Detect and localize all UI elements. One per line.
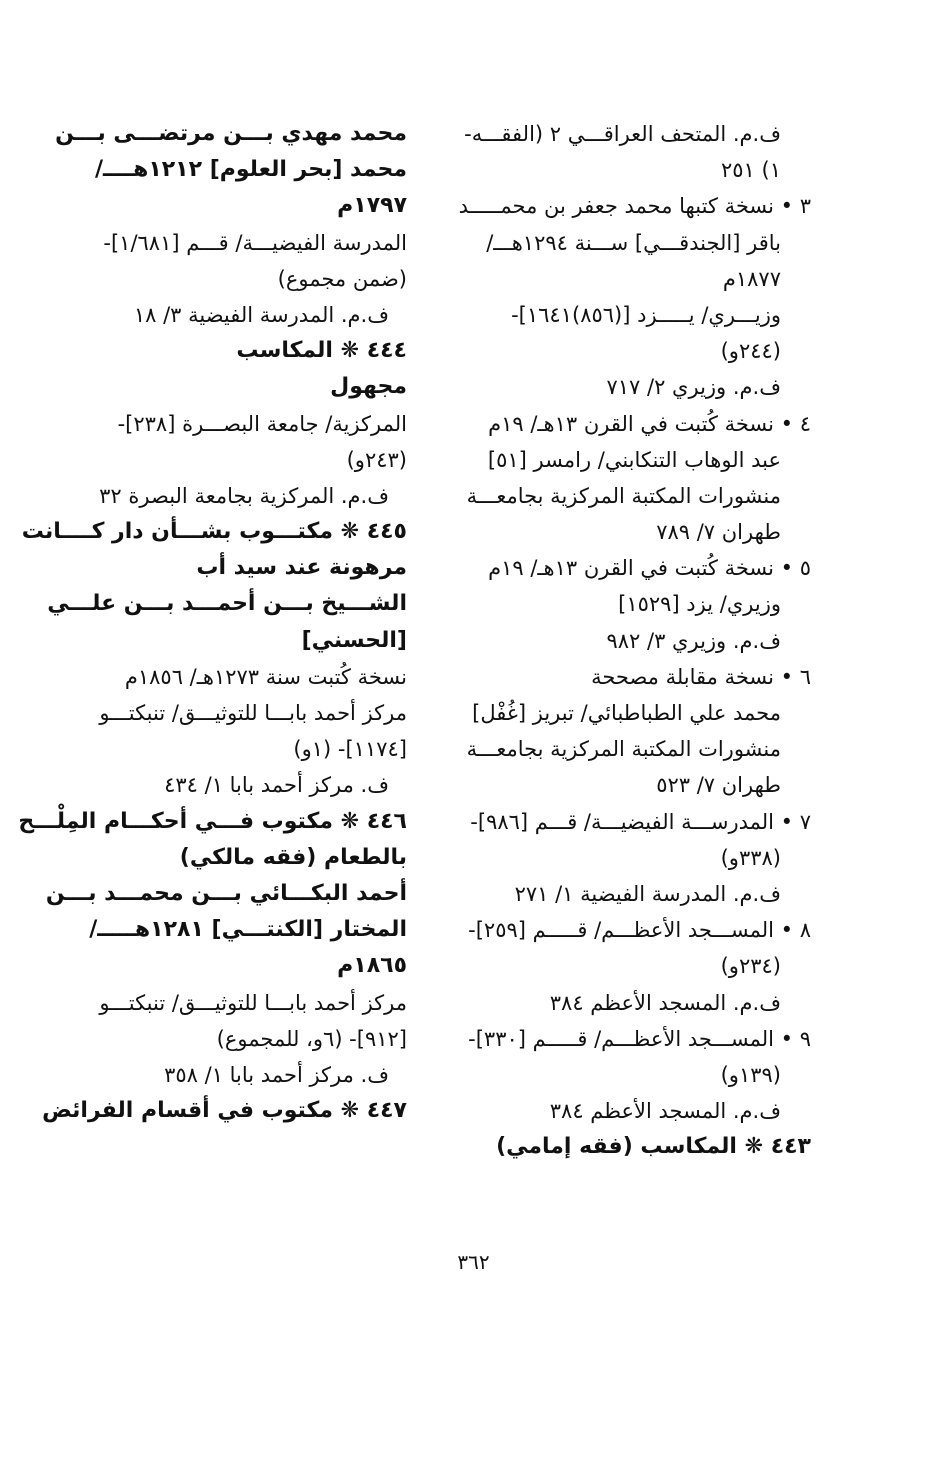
text-line: مركز أحمد بابـــا للتوثيـــق/ تنبكتـــو xyxy=(99,990,407,1015)
text-line: محمد [بحر العلوم] ١٢١٢هــــ/ xyxy=(94,157,407,183)
text-line: (ضمن مجموع) xyxy=(277,266,407,291)
text-line: أحمد البكـــائي بـــن محمـــد بـــن xyxy=(45,880,407,906)
text-line: ف.م. المدرسة الفيضية ١/ ٢٧١ xyxy=(514,881,781,906)
text-line: بالطعام (فقه مالكي) xyxy=(179,844,407,870)
text-line: نسخة كُتبت سنة ١٢٧٣هـ/ ١٨٥٦م xyxy=(124,664,407,689)
text-line: ف.م. وزيري ٣/ ٩٨٢ xyxy=(606,628,781,653)
text-line: المركزية/ جامعة البصـــرة [٢٣٨]- xyxy=(117,411,407,436)
text-line: ف.م. وزيري ٢/ ٧١٧ xyxy=(606,375,781,400)
text-line: المدرسة الفيضيـــة/ قـــم [١/٦٨١]- xyxy=(103,230,407,255)
text-line: ف. مركز أحمد بابا ١/ ٤٣٤ xyxy=(164,773,389,798)
text-line: ١) ٢٥١ xyxy=(721,158,781,183)
text-line: [١١٧٤]- (١و) xyxy=(293,737,407,762)
text-line: مركز أحمد بابـــا للتوثيـــق/ تنبكتـــو xyxy=(99,701,407,725)
text-line: ف.م. المدرسة الفيضية ٣/ ١٨ xyxy=(133,302,389,327)
text-line: عبد الوهاب التنكابني/ رامسر [٥١] xyxy=(487,447,781,472)
right-column xyxy=(459,116,811,1165)
text-line: طهران ٧/ ٧٨٩ xyxy=(656,520,781,545)
text-line: ٧ • المدرســـة الفيضيـــة/ قـــم [٩٨٦]- xyxy=(470,809,811,834)
text-line: ٤٤٣ ❋ المكاسب (فقه إمامي) xyxy=(496,1134,811,1160)
text-line: طهران ٧/ ٥٢٣ xyxy=(656,773,781,798)
text-line: ٤٤٧ ❋ مكتوب في أقسام الفرائض xyxy=(42,1098,407,1124)
text-line: (٢٣٤و) xyxy=(720,954,781,979)
text-line: وزيـــري/ يـــــزد [(٨٥٦)١٦٤١]- xyxy=(511,302,781,327)
text-line: المختار [الكنتـــي] ١٢٨١هـــــ/ xyxy=(89,917,407,943)
text-line: ف.م. المسجد الأعظم ٣٨٤ xyxy=(549,990,781,1015)
text-line: ٤٤٥ ❋ مكتـــوب بشـــأن دار كــــانت xyxy=(21,519,407,545)
text-line: ف.م. المتحف العراقـــي ٢ (الفقـــه- xyxy=(464,122,781,146)
text-line: ف. مركز أحمد بابا ١/ ٣٥٨ xyxy=(164,1062,389,1087)
text-line: منشورات المكتبة المركزية بجامعـــة xyxy=(466,483,781,508)
text-line: (٢٤٣و) xyxy=(346,447,407,472)
text-line: مرهونة عند سيد أب xyxy=(196,555,407,581)
text-line: ١٨٦٥م xyxy=(337,953,407,979)
left-column xyxy=(18,116,407,1129)
text-line: محمد مهدي بـــن مرتضـــى بـــن xyxy=(55,121,407,146)
text-line: ٣ • نسخة كتبها محمد جعفر بن محمـــــد xyxy=(458,194,811,219)
text-line: ٨ • المســـجد الأعظـــم/ قـــــم [٢٥٩]- xyxy=(468,918,811,943)
text-line: وزيري/ يزد [١٥٢٩] xyxy=(618,592,781,617)
page-number: ٣٦٢ xyxy=(457,1250,490,1274)
text-line: باقر [الجندقـــي] ســـنة ١٢٩٤هـــ/ xyxy=(486,230,781,255)
text-line: ٤٤٤ ❋ المكاسب xyxy=(236,338,407,364)
text-line: ٩ • المســـجد الأعظـــم/ قـــــم [٣٣٠]- xyxy=(468,1026,811,1051)
text-line: ٥ • نسخة كُتبت في القرن ١٣هـ/ ١٩م xyxy=(488,556,811,581)
text-line: ٦ • نسخة مقابلة مصححة xyxy=(591,664,811,689)
text-line: (٢٤٤و) xyxy=(720,339,781,364)
text-line: (١٣٩و) xyxy=(720,1062,781,1087)
text-line: [الحسني] xyxy=(301,627,407,653)
text-line: ١٨٧٧م xyxy=(722,266,781,291)
text-line: (٣٣٨و) xyxy=(720,845,781,870)
text-line: ٤ • نسخة كُتبت في القرن ١٣هـ/ ١٩م xyxy=(488,411,811,436)
text-line: ف.م. المركزية بجامعة البصرة ٣٢ xyxy=(99,483,389,508)
text-line: مجهول xyxy=(330,374,407,400)
text-line: منشورات المكتبة المركزية بجامعـــة xyxy=(466,737,781,762)
text-line: ٤٤٦ ❋ مكتوب فـــي أحكـــام المِلْـــح xyxy=(18,808,407,834)
text-line: ف.م. المسجد الأعظم ٣٨٤ xyxy=(549,1099,781,1124)
text-line: الشـــيخ بـــن أحمـــد بـــن علـــي xyxy=(47,591,407,617)
text-line: محمد علي الطباطبائي/ تبريز [غُفْل] xyxy=(472,701,781,725)
text-line: [٩١٢]- (٦و، للمجموع) xyxy=(216,1026,407,1051)
text-line: ١٧٩٧م xyxy=(337,193,407,219)
